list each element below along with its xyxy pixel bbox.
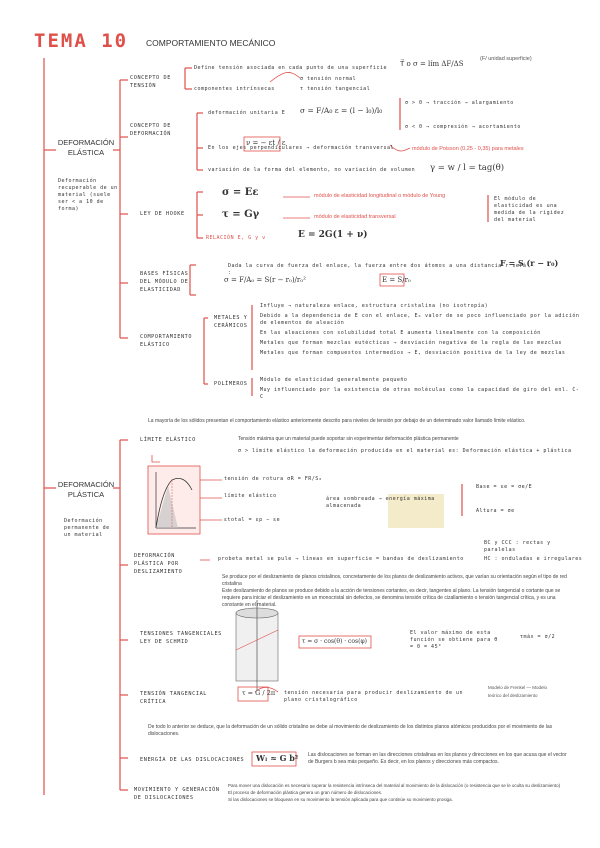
tension-formula: T⃗ o σ = lím ΔF/ΔS: [400, 60, 464, 68]
limite-line1: Tensión máxima que un material puede soportar sin experimentar deformación plástica permanente: [238, 436, 459, 442]
bases-formula3: E = S/r₀: [382, 276, 411, 284]
def-tau-text: variación de la forma del elemento, no variación de volumen: [208, 167, 416, 173]
curve-area: área sombreada → energía máxima almacenada: [326, 496, 435, 509]
def-gamma: γ = w / l = tag(θ): [430, 163, 505, 173]
def-sigma-text: deformación unitaria E: [208, 110, 286, 116]
section-plastica: [56, 480, 116, 500]
label-energia: ENERGÍA DE LAS DISLOCACIONES: [140, 757, 245, 763]
critica-line1: tensión necesaria para producir deslizamiento de un plano cristalográfico: [284, 690, 464, 703]
schmid-tmax: τmáx = σ/2: [520, 634, 556, 640]
hooke-tau-note: módulo de elasticidad transversal: [314, 214, 396, 220]
label-metales: METALES Y CERÁMICOS: [214, 315, 248, 329]
list-item: Metales que forman compuestos intermedios → E, desviación positiva de la ley de mezclas: [260, 350, 566, 356]
def-sigma-formula: σ = F/A₀ ε = (l − l₀)/l₀: [300, 106, 383, 115]
def-perp-text: En los ejes perpendiculares → deformación transversal: [208, 145, 395, 151]
plastica-texto: De todo lo anterior se deduce, que la deformación de un sólido cristalino se debe al movimiento de deslizamiento de los distintos planos atómicos producidos por el movimiento de las dislocaciones.: [148, 724, 553, 737]
list-item: Metales que forman mezclas eutécticas → desviación negativa de la regla de las mezclas: [260, 340, 562, 346]
label-schmid: TENSIONES TANGENCIALES LEY DE SCHMID: [140, 631, 222, 645]
hooke-sigma: σ = Eε: [222, 187, 259, 198]
section-elastica: [56, 138, 116, 158]
label-movimiento: MOVIMIENTO Y GENERACIÓN DE DISLOCACIONES: [134, 787, 220, 801]
mecanismo-line1: probeta metal se pule → líneas en superficie = bandas de deslizamiento: [218, 556, 464, 562]
mecanismo-side1: BC y CCC : rectas y paralelas: [484, 540, 551, 553]
def-nu: ν = − εt / ε: [246, 139, 286, 147]
energia-line1: Las dislocaciones se forman en las direcciones cristalinas en los planos y direcciones en los que acusa que el vector de Burgers b sea más pequeño. Es decir, en los planos y direcciones más compactos.: [308, 752, 567, 765]
mecanismo-side2: HC : onduladas e irregulares: [484, 556, 583, 562]
label-mecanismo: DEFORMACIÓN PLÁSTICA POR DESLIZAMIENTO: [134, 553, 183, 575]
bases-line1: Dada la curva de fuerza del enlace, la fuerza entre dos átomos a una distancia r será :: [228, 263, 527, 276]
list-item: Si las dislocaciones se bloquean en su movimiento la tensión aplicada para que continúe su movimiento prosiga.: [228, 797, 453, 802]
energia-formula: Wₗ ≈ G b²: [256, 753, 299, 763]
bases-formula2: σ = F/A₀ = S(r − r₀)/r₀²: [224, 276, 306, 284]
curve-rotura: tensión de rotura σR = FR/S₀: [224, 476, 323, 482]
label-critica: TENSIÓN TANGENCIAL CRÍTICA: [140, 691, 208, 705]
list-item: El proceso de deformación plástica genera un gran número de dislocaciones.: [228, 790, 383, 795]
mecanismo-p2: Este deslizamiento de planos se produce debido a la acción de tensiones cortantes, es decir, tangentes al plano. La tensión tangencial o cortante que se requiere para iniciar el deslizamiento en un monocristal sin defectos, se denomina tensión crítica de cizallamiento o tensión tangencial crítica, y es una constante en el material.: [222, 588, 561, 608]
list-item: Muy influenciado por la existencia de otras moléculas como la capacidad de giro del enl. C-C: [260, 387, 580, 400]
hooke-sigma-note: módulo de elasticidad longitudinal o módulo de Young: [314, 193, 446, 199]
page-subtitle: COMPORTAMIENTO MECÁNICO: [146, 38, 276, 48]
stress-strain-chart: [148, 466, 200, 534]
critica-side: Modelo de Frenkel — Modelo teórico del deslizamiento: [488, 685, 548, 698]
def-tension-lt: σ < 0 → compresión → acortamiento: [405, 124, 521, 130]
label-polimeros: POLÍMEROS: [214, 381, 248, 387]
tension-components-label: componentes intrínsecas: [194, 86, 275, 92]
tension-tau: τ tensión tangencial: [300, 86, 371, 92]
limite-line2: σ > límite elástico la deformación producida en el material es: Deformación elástica + plástica: [238, 448, 572, 454]
curve-limite: límite elástico: [224, 493, 277, 499]
def-nu-note: módulo de Poisson (0,25 - 0,35) para metales: [412, 146, 524, 152]
schmid-note: El valor máximo de esta función se obtiene para θ = 0 = 45°: [410, 630, 498, 650]
bases-formula1: F = S (r − r₀): [500, 258, 559, 268]
critica-formula: τ = G / 2π: [242, 689, 276, 697]
label-hooke: LEY DE HOOKE: [140, 211, 185, 217]
label-limite: LÍMITE ELÁSTICO: [140, 437, 196, 443]
hooke-rel-formula: E = 2G(1 + ν): [298, 230, 368, 240]
tension-sigma: σ tensión normal: [300, 76, 357, 82]
section-elastica-line1: DEFORMACIÓN: [57, 138, 115, 147]
list-item: Debido a la dependencia de E con el enlace, E₀ valor de se poco influenciado por la adición de elementos de aleación: [260, 313, 580, 326]
tension-formula-note: (F/ unidad superficie): [480, 56, 532, 62]
page-title: TEMA 10: [34, 30, 129, 52]
elastica-note: Deformación recuperable de un material (suele ser < a 10 de forma): [58, 178, 118, 212]
metales-list: [260, 303, 580, 357]
label-deformacion: CONCEPTO DE DEFORMACIÓN: [130, 123, 171, 137]
list-item: Para mover una dislocación es necesario superar la resistencia intrínseca del material al movimiento de la dislocación (o resistencia que se le oculta su deslizamiento): [228, 783, 561, 788]
section-elastica-line2: ELÁSTICA: [67, 148, 105, 157]
limite-base: Base = εe = σe/E: [476, 484, 533, 490]
label-comportamiento: COMPORTAMIENTO ELÁSTICO: [140, 334, 193, 348]
label-tension: CONCEPTO DE TENSIÓN: [130, 75, 171, 89]
schmid-cylinder-illustration: [236, 600, 278, 690]
list-item: En las aleaciones con solubilidad total E aumenta linealmente con la composición: [260, 330, 541, 336]
hooke-side-note: El módulo de elasticidad es una medida de la rigidez del material: [494, 196, 565, 223]
hooke-tau: τ = Gγ: [222, 209, 260, 220]
mecanismo-p1: Se produce por el deslizamiento de planos cristalinos, concretamente de los planos de deslizamiento activos, que varían su orientación según el tipo de red cristalina: [222, 574, 567, 587]
polimeros-list: [260, 377, 580, 401]
limite-altura: Altura = σe: [476, 508, 515, 514]
list-item: Influye → naturaleza enlace, estructura cristalina (no isotropía): [260, 303, 489, 309]
list-item: Módulo de elasticidad generalmente pequeño: [260, 377, 408, 383]
label-bases: BASES FÍSICAS DEL MÓDULO DE ELASTICIDAD: [140, 271, 189, 293]
schmid-formula: τ = σ · cos(θ) · cos(φ): [302, 638, 367, 645]
plastica-note: Deformación permanente de un material: [64, 518, 110, 538]
def-tension-gt: σ > 0 → tracción → alargamiento: [405, 100, 514, 106]
hooke-rel-label: RELACIÓN E, G y ν: [206, 235, 266, 241]
movimiento-list: [228, 782, 578, 803]
plastica-intro: La mayoría de los sólidos presentan el comportamiento elástico anteriormente descrito para niveles de tensión por debajo de un determinado valor llamado límite elástico.: [148, 418, 526, 424]
curve-eps: εtotal = εp − εe: [224, 517, 281, 523]
tension-line1: Define tensión asociada en cada punto de una superficie: [194, 65, 388, 71]
section-plastica-line2: PLÁSTICA: [67, 490, 105, 499]
section-plastica-line1: DEFORMACIÓN: [57, 480, 115, 489]
